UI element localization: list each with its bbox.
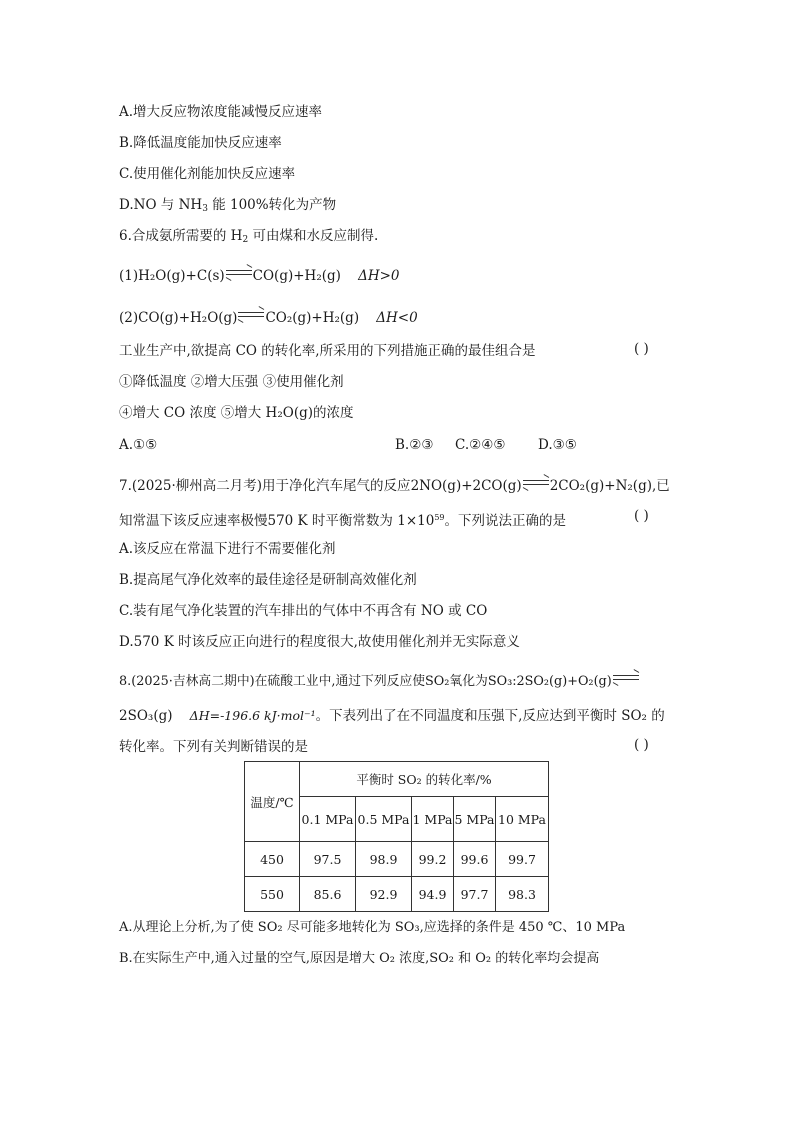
q6-equation-2: (2)CO(g)+H₂O(g) CO₂(g)+H₂(g) ΔH<0 [119, 310, 418, 326]
q8-option-b: B.在实际生产中,通入过量的空气,原因是增大 O₂ 浓度,SO₂ 和 O₂ 的转化率均会提高 [119, 951, 600, 966]
table-cell: 94.9 [412, 877, 454, 912]
q6-stem: 6.合成氨所需要的 $H_2$ 可由煤和水反应制得. [119, 228, 379, 245]
q6-answer-paren: ( ) [634, 341, 649, 357]
equilibrium-arrow-icon [226, 269, 252, 276]
equilibrium-arrow-icon [523, 479, 549, 486]
equilibrium-arrow-icon [238, 311, 264, 318]
table-cell: 99.6 [454, 842, 496, 877]
table-cell: 98.3 [496, 877, 549, 912]
table-cell: 97.7 [454, 877, 496, 912]
table-cell: 85.6 [300, 877, 356, 912]
q7-option-a: A.该反应在常温下进行不需要催化剂 [119, 541, 336, 557]
q5-option-d: D.NO 与 $NH_3$ 能 100%转化为产物 [119, 197, 337, 214]
table-cell: 92.9 [356, 877, 412, 912]
q6-measures-1: ①降低温度 ②增大压强 ③使用催化剂 [119, 374, 344, 390]
q8-stem-3: 转化率。下列有关判断错误的是 [119, 739, 308, 755]
table-cell: 98.9 [356, 842, 412, 877]
q7-option-b: B.提高尾气净化效率的最佳途径是研制高效催化剂 [119, 572, 417, 588]
q8-stem-1: 8.(2025·吉林高二期中)在硫酸工业中,通过下列反应使SO₂氧化为SO₃:2SO₂(g)+O₂(g) [119, 672, 640, 692]
q6-option-c: C.②④⑤ [455, 437, 506, 453]
q6-option-b: B.②③ [395, 437, 434, 453]
q5-option-a: A.增大反应物浓度能减慢反应速率 [119, 104, 323, 120]
table-pressure-header: 1 MPa [412, 797, 454, 842]
q8-answer-paren: ( ) [634, 737, 649, 753]
table-cell-temp: 550 [245, 877, 300, 912]
q5-option-b: B.降低温度能加快反应速率 [119, 135, 282, 151]
table-corner-header: 温度/℃ [245, 762, 300, 842]
q8-option-a: A.从理论上分析,为了使 SO₂ 尽可能多地转化为 SO₃,应选择的条件是 450 ℃、10 MPa [119, 920, 626, 935]
table-row [245, 877, 549, 912]
q7-option-c: C.装有尾气净化装置的汽车排出的气体中不再含有 NO 或 CO [119, 603, 488, 619]
q7-option-d: D.570 K 时该反应正向进行的程度很大,故使用催化剂并无实际意义 [119, 634, 520, 650]
table-main-header: 平衡时 SO₂ 的转化率/% [300, 762, 549, 797]
table-cell: 99.7 [496, 842, 549, 877]
table-row [245, 842, 549, 877]
table-cell-temp: 450 [245, 842, 300, 877]
q8-stem-2: 2SO₃(g) ΔH=-196.6 kJ·mol⁻¹。下表列出了在不同温度和压强下,反应达到平衡时 SO₂ 的 [119, 708, 665, 724]
q5-option-c: C.使用催化剂能加快反应速率 [119, 166, 296, 182]
table-pressure-header: 0.5 MPa [356, 797, 412, 842]
table-cell: 99.2 [412, 842, 454, 877]
q6-question: 工业生产中,欲提高 CO 的转化率,所采用的下列措施正确的最佳组合是 [119, 343, 536, 359]
q7-stem-2: 知常温下该反应速率极慢570 K 时平衡常数为 $1\times 10^{59}$。下列说法正确的是 [119, 513, 566, 529]
q6-measures-2: ④增大 CO 浓度 ⑤增大 H₂O(g)的浓度 [119, 405, 354, 421]
q6-option-d: D.③⑤ [538, 437, 577, 453]
table-cell: 97.5 [300, 842, 356, 877]
table-pressure-header: 10 MPa [496, 797, 549, 842]
q6-option-a: A.①⑤ [119, 437, 158, 453]
q7-answer-paren: ( ) [634, 508, 649, 524]
equilibrium-arrow-icon [613, 674, 639, 681]
table-pressure-header: 0.1 MPa [300, 797, 356, 842]
q6-equation-1: (1)H₂O(g)+C(s) CO(g)+H₂(g) ΔH>0 [119, 268, 400, 284]
table-pressure-header: 5 MPa [454, 797, 496, 842]
conversion-table [244, 761, 549, 912]
q7-stem-1: 7.(2025·柳州高二月考)用于净化汽车尾气的反应2NO(g)+2CO(g) 2CO₂(g)+N₂(g),已 [119, 478, 670, 494]
